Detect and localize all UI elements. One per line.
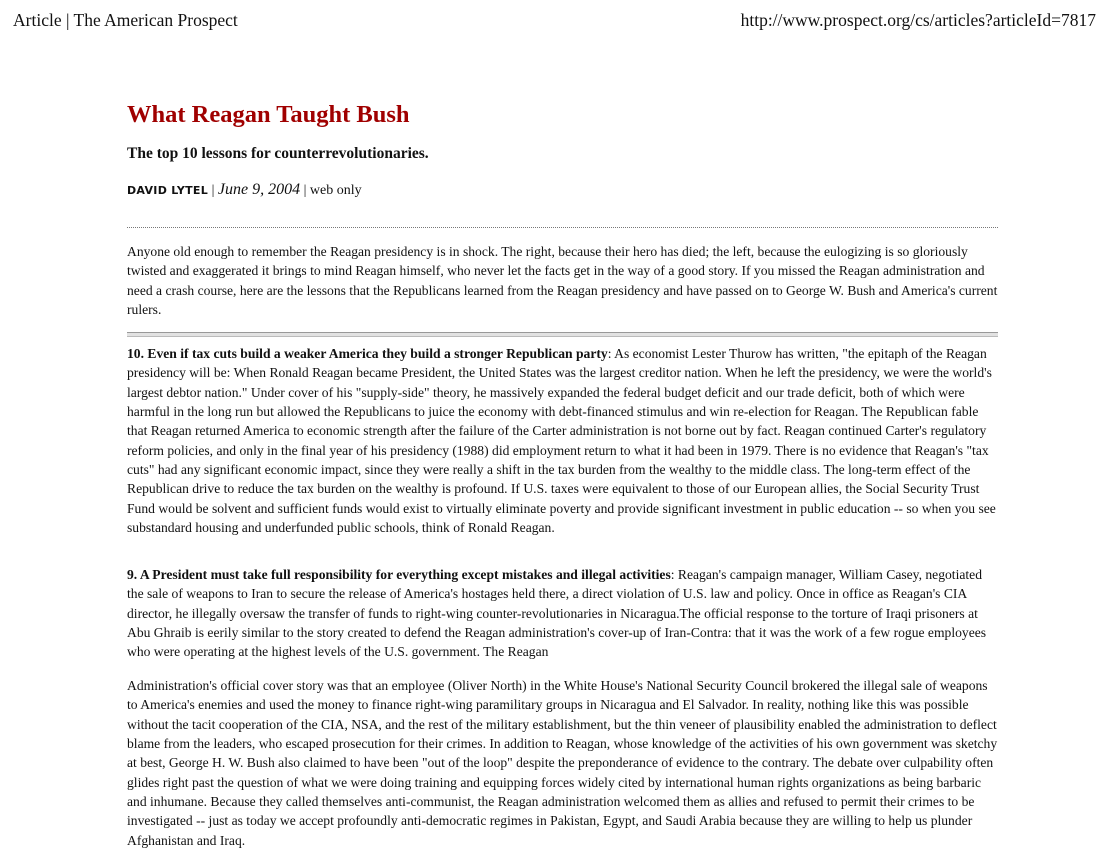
publish-date: June 9, 2004 [217,181,301,198]
article-title: What Reagan Taught Bush [127,101,410,128]
byline [127,179,362,202]
intro-paragraph: Anyone old enough to remember the Reagan presidency is in shock. The right, because their hero has died; the left, because the eulogizing is so gloriously twisted and exaggerated it brings to mind Reagan himself, who never let the facts get in the way of a good story. If you missed the Reagan administration and need a crash course, here are the lessons that the Republicans learned from the Reagan presidency and have passed on to George W. Bush and America's current rulers. [127,244,998,318]
lesson-10-body: : As economist Lester Thurow has written, "the epitaph of the Reagan presidency will be: When Ronald Reagan became President, the United States was the largest creditor nation. When he left the presidency, we were the world's largest debtor nation." Under cover of his "supply-side" theory, he massively expanded the federal budget deficit and our trade deficit, both of which were harmful in the long run but allowed the Republicans to juice the economy with debt-financed stimulus and win re-election for Reagan. The Republican fable that Reagan returned America to economic strength after the failure of the Carter administration is not borne out by fact. Reagan continued Carter's regulatory reform policies, and only in the final year of his presidency (1988) did employment return to what it had been in 1979. There is no evidence that Reagan's "tax cuts" had any significant economic impact, since they were really a shift in the tax burden from the wealthy to the middle class. The long-term effect of the Republican drive to reduce the tax burden on the wealthy is profound. If U.S. taxes were equivalent to those of our European allies, the Social Security Trust Fund would be solvent and sufficient funds would exist to virtually eliminate poverty and provide significant investment in public education -- so when you see substandard housing and underfunded public schools, think of Ronald Reagan. [127,346,996,536]
section-separator: | [303,183,307,198]
lesson-10-heading: 10. Even if tax cuts build a weaker America they build a stronger Republican party [127,346,608,361]
print-page-url: http://www.prospect.org/cs/articles?articleId=7817 [740,10,1096,30]
lesson-9-heading: 9. A President must take full responsibility for everything except mistakes and illegal activities [127,567,671,582]
section-divider [127,332,998,337]
lesson-10-paragraph [127,344,999,537]
byline-separator: | [211,183,215,198]
section-label: web only [309,183,362,198]
print-page-title: Article | The American Prospect [13,10,238,30]
lesson-9-paragraph [127,565,999,662]
author-name: DAVID LYTEL [127,184,209,197]
continuation-paragraph: Administration's official cover story was that an employee (Oliver North) in the White House's National Security Council brokered the illegal sale of weapons to America's enemies and used the money to finance right-wing paramilitary groups in Nicaragua and El Salvador. In reality, nothing like this was possible without the tacit cooperation of the CIA, NSA, and the rest of the military establishment, but the thin veneer of plausibility enabled the administration to deflect blame from the leaders, who escaped prosecution for their crimes. In addition to Reagan, whose knowledge of the activities of his own government was sketchy at best, George H. W. Bush also claimed to have been "out of the loop" despite the preponderance of evidence to the contrary. The debate over culpability often glides right past the question of what we were doing training and equipping forces widely cited by international human rights organizations as being barbaric and inhumane. Because they called themselves anti-communist, the Reagan administration welcomed them as allies and refused to permit their crimes to be investigated -- just as today we accept profoundly anti-democratic regimes in Pakistan, Egypt, and Saudi Arabia because they are willing to help us plunder Afghanistan and Iraq. [127,678,998,848]
article-deck: The top 10 lessons for counterrevolutionaries. [127,145,429,162]
print-header [13,8,1096,32]
lesson-9-body: : Reagan's campaign manager, William Casey, negotiated the sale of weapons to Iran to secure the release of America's hostages held there, a direct violation of U.S. law and policy. Once in office as Reagan's CIA director, he illegally oversaw the transfer of funds to right-wing counter-revolutionaries in Nicaragua.The official response to the torture of Iraqi prisoners at Abu Ghraib is eerily similar to the story created to defend the Reagan administration's cover-up of Iran-Contra: that it was the work of a few rogue employees who were operating at the highest levels of the U.S. government. The Reagan [127,567,987,660]
dotted-divider [127,227,998,228]
